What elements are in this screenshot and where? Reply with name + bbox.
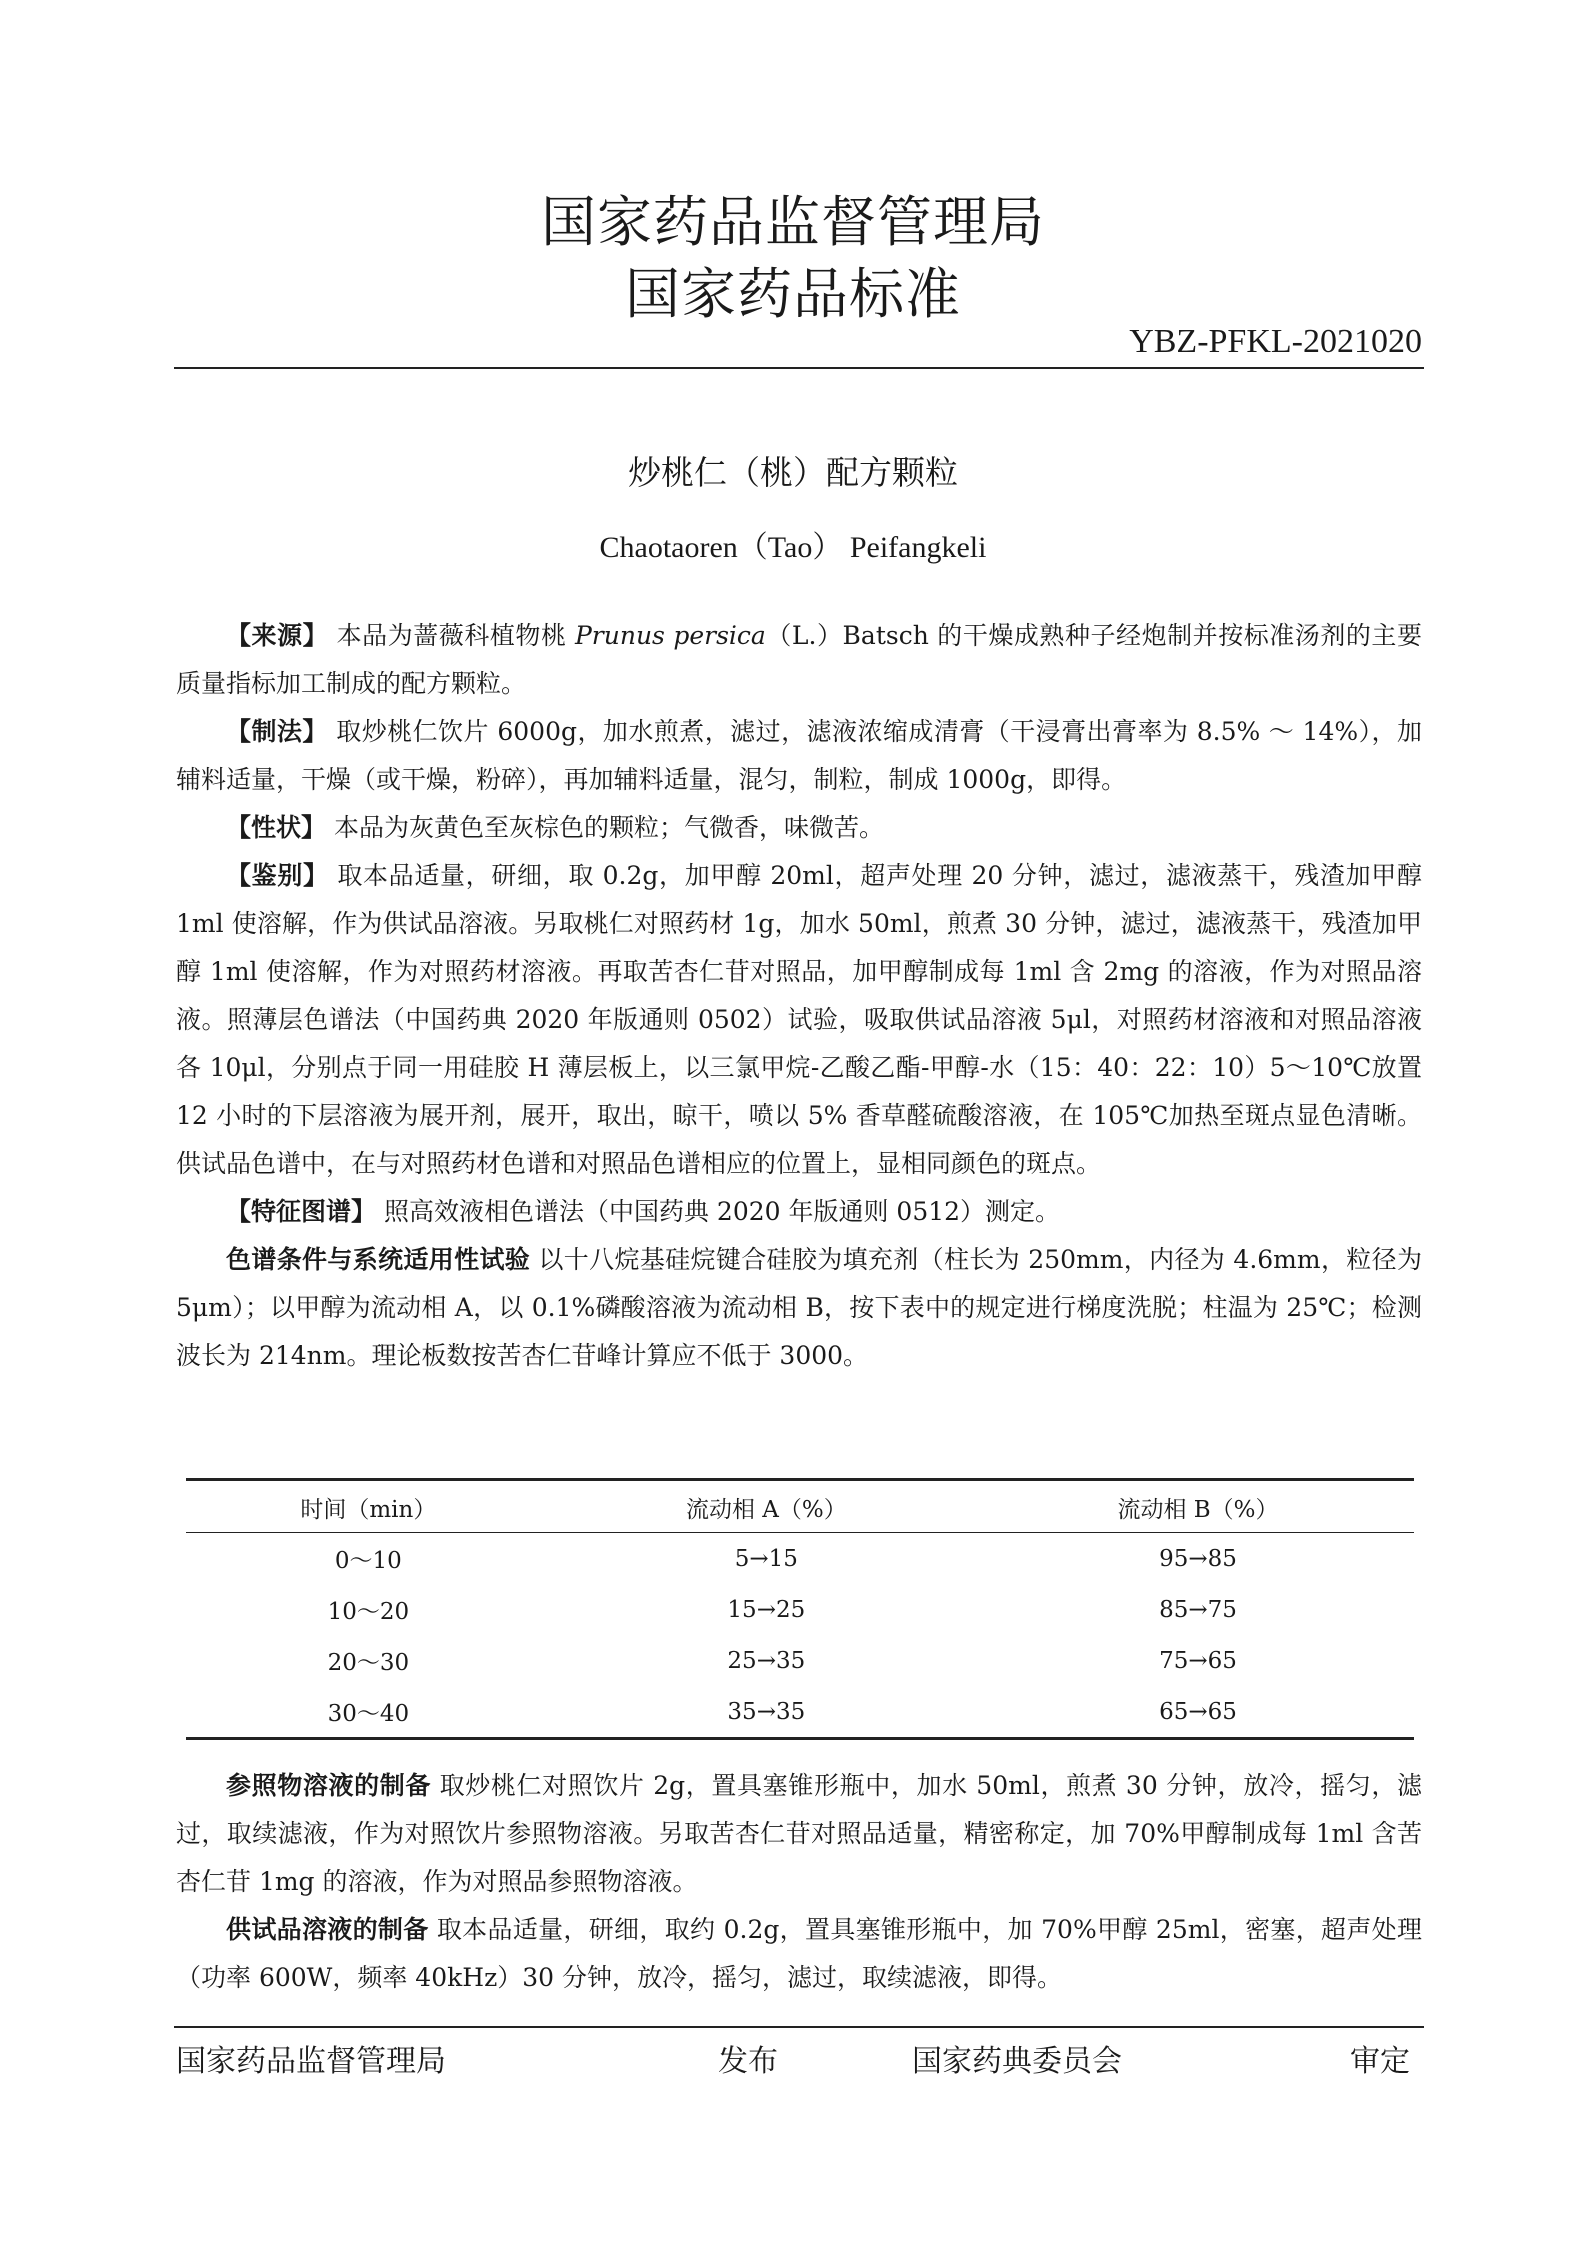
table-header-row	[186, 1480, 1414, 1533]
section-label: 色谱条件与系统适用性试验	[226, 1245, 531, 1274]
document-body	[176, 612, 1422, 1380]
footer-review-word: 审定	[1350, 2044, 1410, 2079]
section-label: 【特征图谱】	[226, 1197, 377, 1226]
table-cell: 65→65	[982, 1686, 1414, 1739]
section-preparation	[176, 708, 1422, 804]
section-test-solution	[176, 1906, 1422, 2002]
table-cell: 20～30	[327, 1650, 410, 1676]
table-cell: 75→65	[1159, 1647, 1237, 1674]
section-text: 取炒桃仁对照饮片 2g，置具塞锥形瓶中，加水 50ml，煎煮 30 分钟，放冷，摇匀，滤过，取续滤液，作为对照饮片参照物溶液。另取苦杏仁苷对照品适量，精密称定，加 70%甲醇制成每 1ml 含苦杏仁苷 1mg 的溶液，作为对照品参照物溶液。	[176, 1771, 1422, 1896]
table-row	[186, 1686, 1414, 1739]
gradient-table	[186, 1478, 1414, 1740]
section-label: 参照物溶液的制备	[226, 1771, 432, 1800]
table-cell: 0～10	[334, 1548, 402, 1574]
table-header: 流动相 B（%）	[982, 1480, 1414, 1533]
header-agency-title: 国家药品监督管理局	[540, 190, 1045, 254]
section-source	[176, 612, 1422, 708]
section-text: （L.）Batsch 的干燥成熟种子经炮制并按标准汤剂的主要质量指标加工制成的配方颗粒。	[176, 621, 1422, 698]
header-standard-title: 国家药品标准	[624, 262, 961, 326]
footer-issuer: 国家药品监督管理局	[176, 2044, 446, 2079]
section-label: 【性状】	[226, 813, 327, 842]
table-header: 时间（min）	[186, 1480, 551, 1533]
table-row	[186, 1584, 1414, 1635]
footer-issue-word: 发布	[718, 2044, 778, 2079]
section-text: 本品为蔷薇科植物桃	[336, 621, 567, 650]
section-label: 【来源】	[226, 621, 329, 650]
document-body-continued	[176, 1762, 1422, 2002]
section-text: 取本品适量，研细，取 0.2g，加甲醇 20ml，超声处理 20 分钟，滤过，滤液蒸干，残渣加甲醇 1ml 使溶解，作为供试品溶液。另取桃仁对照药材 1g，加水 50ml，煎煮 30 分钟，滤过，滤液蒸干，残渣加甲醇 1ml 使溶解，作为对照药材溶液。再取苦杏仁苷对照品，加甲醇制成每 1ml 含 2mg 的溶液，作为对照品溶液。照薄层色谱法（中国药典 2020 年版通则 0502）试验，吸取供试品溶液 5μl，对照药材溶液和对照品溶液各 10μl，分别点于同一用硅胶 H 薄层板上，以三氯甲烷-乙酸乙酯-甲醇-水（15：40：22：10）5～10℃放置 12 小时的下层溶液为展开剂，展开，取出，晾干，喷以 5% 香草醛硫酸溶液，在 105℃加热至斑点显色清晰。供试品色谱中，在与对照药材色谱和对照品色谱相应的位置上，显相同颜色的斑点。	[176, 861, 1422, 1178]
section-label: 供试品溶液的制备	[226, 1915, 429, 1944]
table-cell: 15→25	[727, 1596, 806, 1623]
section-chromatogram	[176, 1188, 1422, 1236]
table-cell: 35→35	[551, 1686, 982, 1739]
table-cell: 25→35	[727, 1647, 806, 1674]
table-cell: 5→15	[734, 1545, 798, 1572]
section-identification	[176, 852, 1422, 1188]
section-reference-solution	[176, 1762, 1422, 1906]
section-label: 【鉴别】	[226, 861, 329, 890]
section-text: 取炒桃仁饮片 6000g，加水煎煮，滤过，滤液浓缩成清膏（干浸膏出膏率为 8.5% ～ 14%），加辅料适量，干燥（或干燥，粉碎），再加辅料适量，混匀，制粒，制成 1000g，即得。	[176, 717, 1422, 794]
section-label: 【制法】	[226, 717, 328, 746]
table-cell: 30～40	[186, 1686, 551, 1739]
section-text: 本品为灰黄色至灰棕色的颗粒；气微香，味微苦。	[333, 813, 884, 842]
header-divider	[174, 367, 1424, 369]
footer-reviewer: 国家药典委员会	[912, 2044, 1122, 2079]
section-text: 照高效液相色谱法（中国药典 2020 年版通则 0512）测定。	[383, 1197, 1061, 1226]
table-header: 流动相 A（%）	[551, 1480, 982, 1533]
section-conditions	[176, 1236, 1422, 1380]
standard-code: YBZ-PFKL-2021020	[1129, 323, 1422, 360]
section-text: 取本品适量，研细，取约 0.2g，置具塞锥形瓶中，加 70%甲醇 25ml，密塞，超声处理（功率 600W，频率 40kHz）30 分钟，放冷，摇匀，滤过，取续滤液，即得。	[176, 1915, 1422, 1992]
footer-divider	[174, 2026, 1424, 2028]
table-row	[186, 1635, 1414, 1686]
document-title: 炒桃仁（桃）配方颗粒	[628, 453, 958, 492]
section-characteristics	[176, 804, 1422, 852]
latin-name: Prunus persica	[574, 621, 766, 650]
section-text: 以十八烷基硅烷键合硅胶为填充剂（柱长为 250mm，内径为 4.6mm，粒径为 5μm）；以甲醇为流动相 A，以 0.1%磷酸溶液为流动相 B，按下表中的规定进行梯度洗脱；柱温为 25℃；检测波长为 214nm。理论板数按苦杏仁苷峰计算应不低于 3000。	[176, 1245, 1422, 1370]
table-cell: 10～20	[327, 1599, 410, 1625]
table-row	[186, 1533, 1414, 1585]
table-cell: 95→85	[1159, 1545, 1237, 1572]
table-cell: 85→75	[1159, 1596, 1237, 1623]
document-title-pinyin: Chaotaoren（Tao） Peifangkeli	[599, 531, 987, 564]
